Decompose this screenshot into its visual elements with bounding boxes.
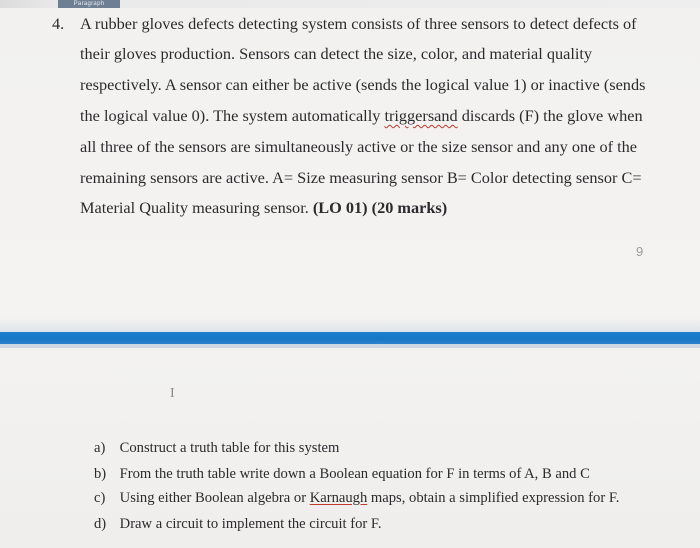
question-line-4 <box>80 102 643 129</box>
sub-question-text-start: Using either Boolean algebra or <box>119 490 310 506</box>
question-line-4-start: the logical value 0). The system automatically <box>80 106 385 125</box>
page-break-shadow <box>0 318 700 332</box>
sub-question-label: c) <box>94 490 106 506</box>
underlined-word[interactable]: Karnaugh <box>309 490 368 506</box>
sub-question-label: a) <box>94 440 106 456</box>
misspelled-word[interactable]: triggersand <box>384 106 458 125</box>
marks-label: (20 marks) <box>371 198 448 217</box>
sub-question-text: From the truth table write down a Boolean equation for F in terms of A, B and C <box>119 466 590 482</box>
question-number: 4. <box>52 14 65 33</box>
question-line-1: A rubber gloves defects detecting system consists of three sensors to detect defects of <box>80 14 637 33</box>
sub-question-text: Construct a truth table for this system <box>119 440 340 456</box>
question-line-2: their gloves production. Sensors can detect the size, color, and material quality <box>80 44 593 63</box>
page-divider-edge <box>0 344 700 348</box>
sub-question-b <box>94 462 590 487</box>
question-line-5: all three of the sensors are simultaneously active or the size sensor and any one of the <box>80 137 637 156</box>
sub-question-text: Draw a circuit to implement the circuit for F. <box>119 516 382 532</box>
sub-question-text-end: maps, obtain a simplified expression for F. <box>367 490 620 506</box>
learning-outcome-tag: (LO 01) <box>312 198 368 217</box>
question-line-4-end: discards (F) the glove when <box>457 106 643 125</box>
page-divider-bar <box>0 332 700 344</box>
page-number: 9 <box>636 244 644 259</box>
sub-question-a <box>94 436 339 461</box>
paragraph-tab[interactable]: Paragraph <box>58 0 120 8</box>
text-cursor-icon: I <box>170 386 175 401</box>
question-line-6: remaining sensors are active. A= Size measuring sensor B= Color detecting sensor C= <box>80 168 642 187</box>
sub-question-d <box>94 512 382 537</box>
question-line-7-text: Material Quality measuring sensor. <box>80 198 313 217</box>
question-line-3: respectively. A sensor can either be active (sends the logical value 1) or inactive (sends <box>80 75 646 94</box>
sub-question-c <box>94 486 619 511</box>
sub-question-label: d) <box>94 516 107 532</box>
question-line-7 <box>80 194 447 221</box>
sub-question-label: b) <box>94 466 107 482</box>
